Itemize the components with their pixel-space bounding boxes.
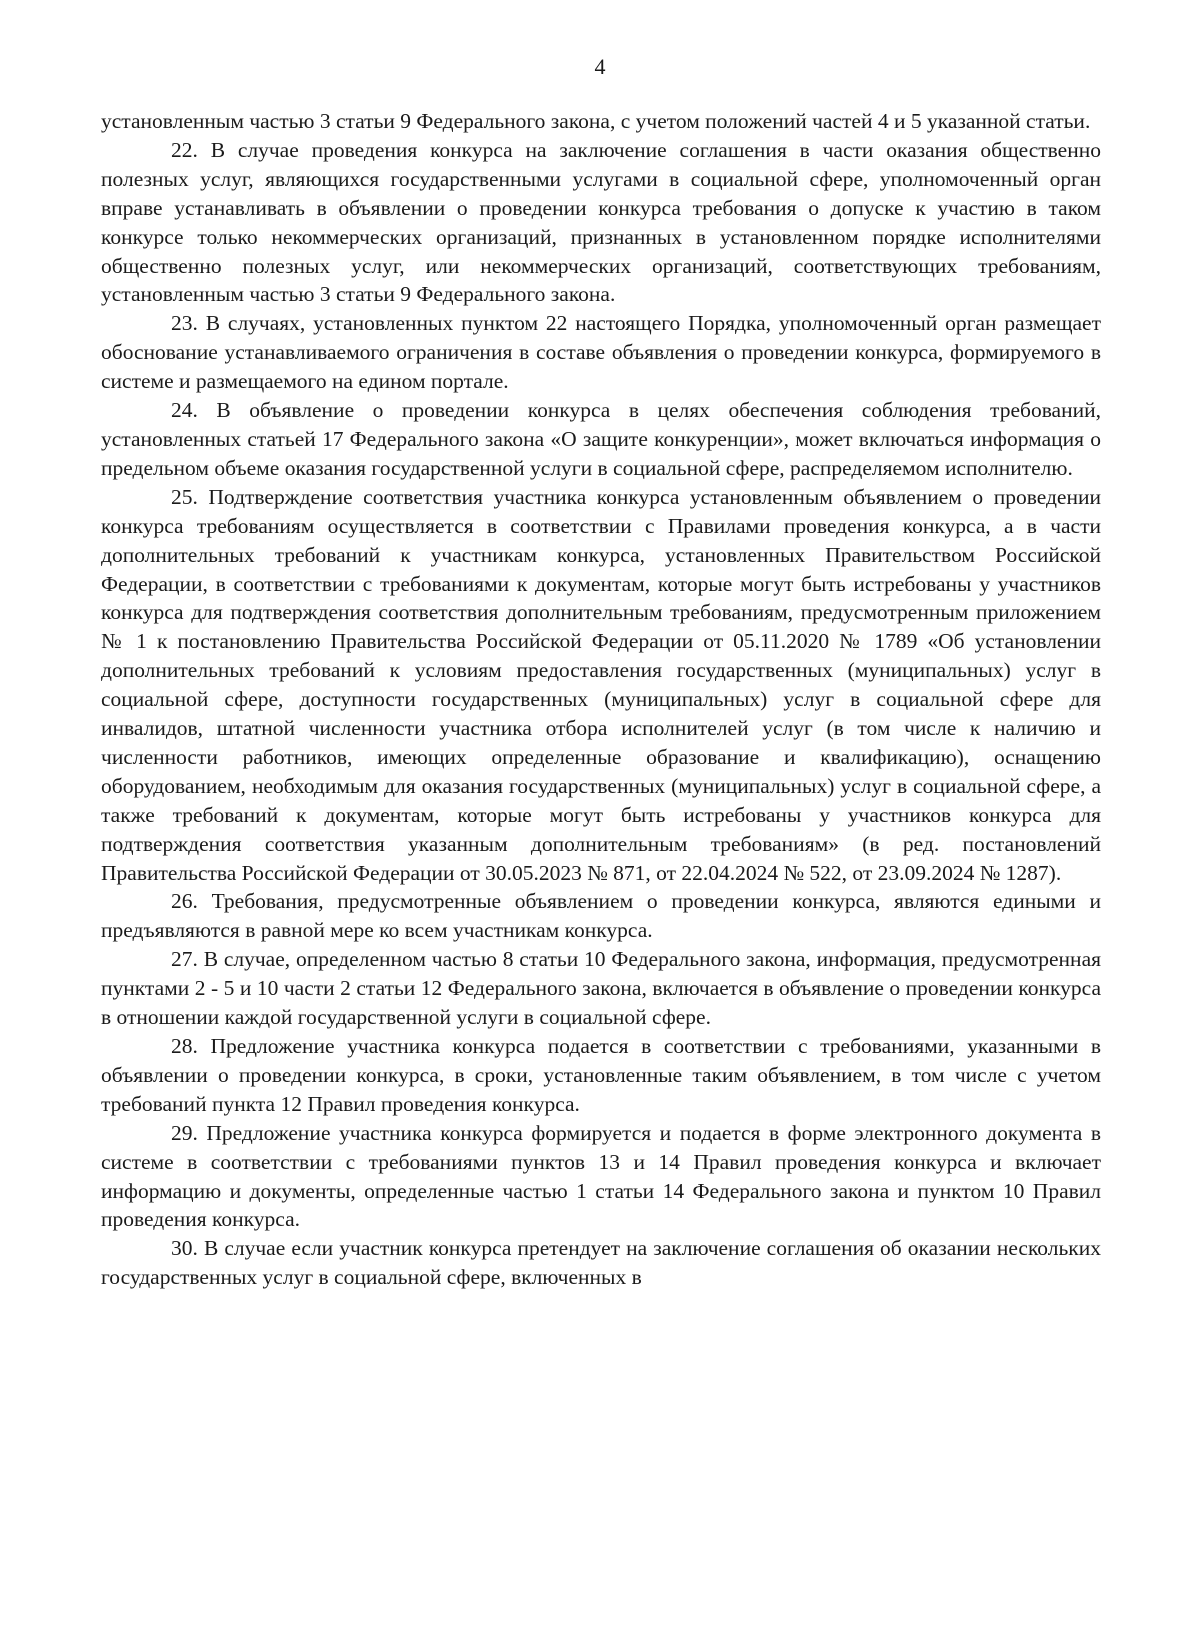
paragraph-23: 23. В случаях, установленных пунктом 22 настоящего Порядка, уполномоченный орган размещает обоснование устанавливаемого ограничения в составе объявления о проведении конкурса, формируемого в системе и размещаемого на едином портале.: [101, 311, 1101, 394]
document-body: [101, 107, 1101, 1292]
paragraph-25: 25. Подтверждение соответствия участника конкурса установленным объявлением о проведении конкурса требованиям осуществляется в соответствии с Правилами проведения конкурса, а в части дополнительных требований к участникам конкурса, установленных Правительством Российской Федерации, в соответствии с требованиями к документам, которые могут быть истребованы у участников конкурса для подтверждения соответствия дополнительным требованиям, предусмотренным приложением № 1 к постановлению Правительства Российской Федерации от 05.11.2020 № 1789 «Об установлении дополнительных требований к условиям предоставления государственных (муниципальных) услуг в социальной сфере, доступности государственных (муниципальных) услуг в социальной сфере для инвалидов, штатной численности участника отбора исполнителей услуг (в том числе к наличию и численности работников, имеющих определенные образование и квалификацию), оснащению оборудованием, необходимым для оказания государственных (муниципальных) услуг в социальной сфере, а также требований к документам, которые могут быть истребованы у участников конкурса для подтверждения соответствия указанным дополнительным требованиям» (в ред. постановлений Правительства Российской Федерации от 30.05.2023 № 871, от 22.04.2024 № 522, от 23.09.2024 № 1287).: [101, 484, 1101, 885]
paragraph-24: 24. В объявление о проведении конкурса в целях обеспечения соблюдения требований, установленных статьей 17 Федерального закона «О защите конкуренции», может включаться информация о предельном объеме оказания государственной услуги в социальной сфере, распределяемом исполнителю.: [101, 398, 1101, 480]
paragraph-26: 26. Требования, предусмотренные объявлением о проведении конкурса, являются едиными и предъявляются в равной мере ко всем участникам конкурса.: [101, 889, 1101, 943]
paragraph-30: 30. В случае если участник конкурса претендует на заключение соглашения об оказании нескольких государственных услуг в социальной сфере, включенных в: [101, 1236, 1101, 1290]
paragraph-29: 29. Предложение участника конкурса формируется и подается в форме электронного документа в системе в соответствии с требованиями пунктов 13 и 14 Правил проведения конкурса и включает информацию и документы, определенные частью 1 статьи 14 Федерального закона и пунктом 10 Правил проведения конкурса.: [101, 1120, 1101, 1232]
paragraph-22: 22. В случае проведения конкурса на заключение соглашения в части оказания общественно полезных услуг, являющихся государственными услугами в социальной сфере, уполномоченный орган вправе устанавливать в объявлении о проведении конкурса требования о допуске к участию в таком конкурсе только некоммерческих организаций, признанных в установленном порядке исполнителями общественно полезных услуг, или некоммерческих организаций, соответствующих требованиям, установленным частью 3 статьи 9 Федерального закона.: [101, 137, 1101, 307]
paragraph-continuation: установленным частью 3 статьи 9 Федерального закона, с учетом положений частей 4 и 5 указанной статьи.: [101, 109, 1091, 133]
paragraph-27: 27. В случае, определенном частью 8 статьи 10 Федерального закона, информация, предусмотренная пунктами 2 - 5 и 10 части 2 статьи 12 Федерального закона, включается в объявление о проведении конкурса в отношении каждой государственной услуги в социальной сфере.: [101, 947, 1101, 1030]
paragraph-28: 28. Предложение участника конкурса подается в соответствии с требованиями, указанными в объявлении о проведении конкурса, в сроки, установленные таким объявлением, в том числе с учетом требований пункта 12 Правил проведения конкурса.: [101, 1034, 1101, 1116]
page-number: 4: [594, 54, 606, 79]
